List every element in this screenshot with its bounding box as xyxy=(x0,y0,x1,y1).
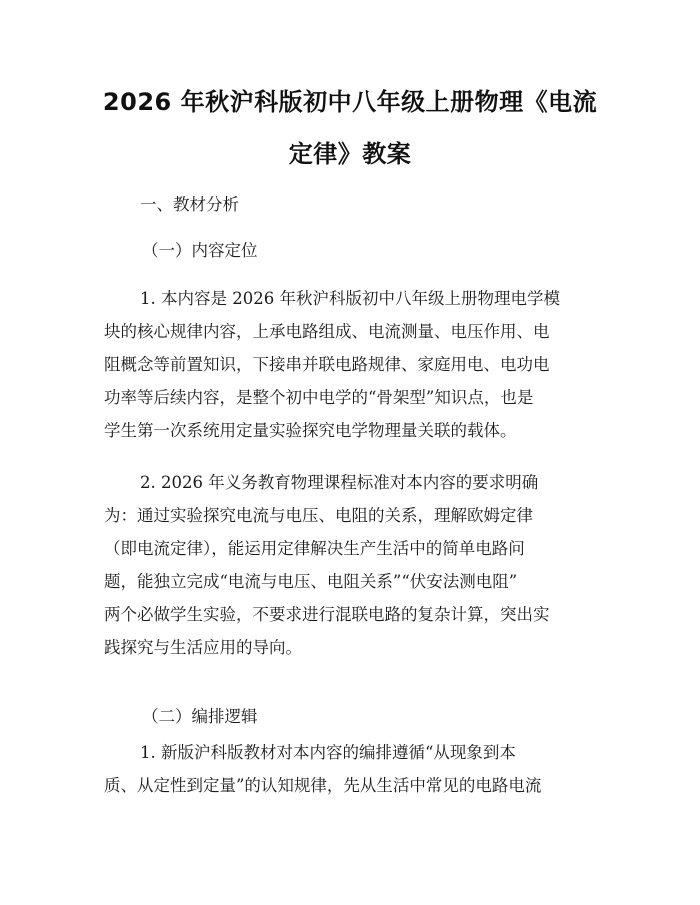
subsection-heading: （二）编排逻辑 xyxy=(142,707,258,726)
paragraph xyxy=(104,282,598,447)
paragraph-line: 两个必做学生实验，不要求进行混联电路的复杂计算，突出实 xyxy=(104,605,550,624)
title-line: 2026 年秋沪科版初中八年级上册物理《电流 xyxy=(102,88,598,116)
document-title xyxy=(100,76,600,180)
paragraph-line: 功率等后续内容，是整个初中电学的“骨架型”知识点，也是 xyxy=(104,388,534,407)
paragraph-line: 践探究与生活应用的导向。 xyxy=(104,638,302,657)
paragraph-line: 2. 2026 年义务教育物理课程标准对本内容的要求明确 xyxy=(140,473,539,492)
paragraph-line: 题，能独立完成“电流与电压、电阻关系”“伏安法测电阻” xyxy=(104,572,518,591)
paragraph-line: 阻概念等前置知识，下接串并联电路规律、家庭用电、电功电 xyxy=(104,355,550,374)
subsection-heading: （一）内容定位 xyxy=(142,241,258,260)
paragraph-line: （即电流定律），能运用定律解决生产生活中的简单电路问 xyxy=(104,539,525,558)
paragraph-line: 为：通过实验探究电流与电压、电阻的关系，理解欧姆定律 xyxy=(104,506,533,525)
title-line: 定律》教案 xyxy=(288,140,412,168)
paragraph-line: 1. 本内容是 2026 年秋沪科版初中八年级上册物理电学模 xyxy=(140,289,560,308)
paragraph xyxy=(104,466,598,664)
paragraph-line: 块的核心规律内容，上承电路组成、电流测量、电压作用、电 xyxy=(104,322,550,341)
paragraph-line: 1. 新版沪科版教材对本内容的编排遵循“从现象到本 xyxy=(140,743,516,762)
paragraph-line: 质、从定性到定量”的认知规律，先从生活中常见的电路电流 xyxy=(104,776,542,795)
section-heading: 一、教材分析 xyxy=(140,195,239,214)
paragraph xyxy=(104,736,598,802)
paragraph-line: 学生第一次系统用定量实验探究电学物理量关联的载体。 xyxy=(104,421,517,440)
